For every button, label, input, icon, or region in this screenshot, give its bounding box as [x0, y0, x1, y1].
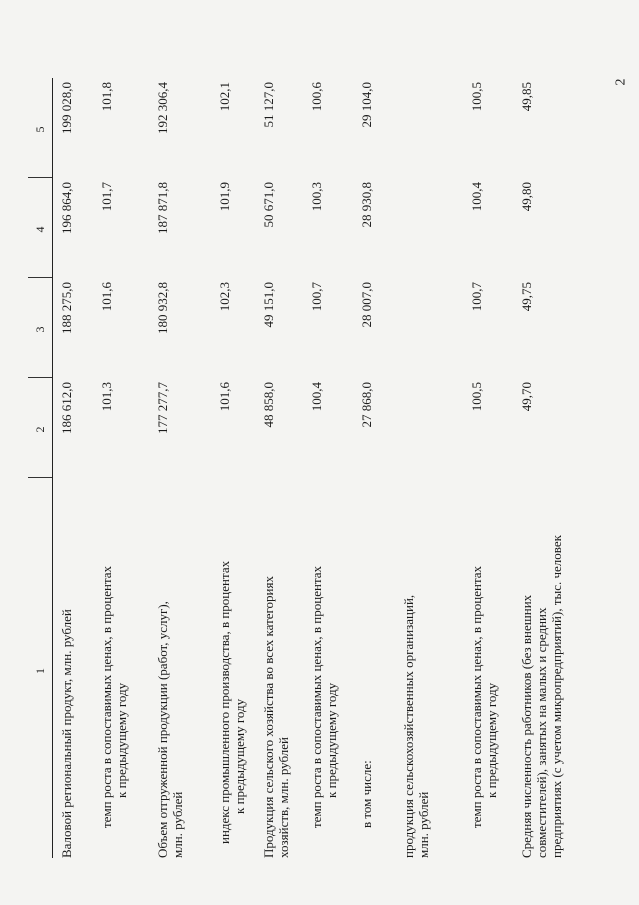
row-value: 101,6: [217, 382, 232, 412]
row-value: 102,3: [217, 282, 232, 312]
row-label: Средняя численность работников (без внешних совместителей), занятых на малых и средних предприятиях (с учетом микропредприятий), тыс. человек: [519, 535, 564, 858]
row-value: 49,70: [519, 382, 534, 412]
row-label: темп роста в сопоставимых ценах, в процентах к предыдущему году: [469, 565, 499, 828]
row-value: 100,3: [309, 182, 324, 212]
row-value: 101,7: [99, 182, 114, 212]
row-label: продукция сельскохозяйственных организаций, млн. рублей: [401, 594, 431, 858]
row-value: 186 612,0: [59, 382, 74, 434]
row-value: 101,3: [99, 382, 114, 412]
page-number: 2: [613, 78, 629, 86]
row-value: 102,1: [217, 82, 232, 112]
table-row: [59, 78, 99, 858]
row-value: 28 007,0: [359, 282, 374, 328]
row-label: темп роста в сопоставимых ценах, в процентах к предыдущему году: [99, 565, 129, 828]
table-row: [155, 78, 217, 858]
table-row: [519, 78, 567, 858]
row-value: 49,85: [519, 82, 534, 112]
table-row: [217, 78, 261, 858]
header-cell: 3: [28, 278, 52, 378]
row-label: Продукция сельского хозяйства во всех категориях хозяйств, млн. рублей: [261, 576, 291, 858]
row-value: 29 104,0: [359, 82, 374, 128]
row-value: 101,9: [217, 182, 232, 212]
row-value: 177 277,7: [155, 382, 170, 434]
row-value: 101,8: [99, 82, 114, 112]
row-value: 48 858,0: [261, 382, 276, 428]
table-row: [359, 78, 401, 858]
row-value: 188 275,0: [59, 282, 74, 334]
row-value: [401, 178, 469, 278]
row-value: 196 864,0: [59, 182, 74, 234]
row-value: 100,6: [309, 82, 324, 112]
row-value: 50 671,0: [261, 182, 276, 228]
header-cell: 2: [28, 378, 52, 478]
table-row: [469, 78, 519, 858]
header-cell: 5: [28, 78, 52, 178]
row-value: [401, 78, 469, 178]
row-value: 100,5: [469, 382, 484, 412]
indicators-table: [28, 78, 564, 858]
table-row: [309, 78, 359, 858]
row-value: 49,75: [519, 282, 534, 312]
row-value: 27 868,0: [359, 382, 374, 428]
row-value: 28 930,8: [359, 182, 374, 228]
row-value: 192 306,4: [155, 82, 170, 134]
row-value: 100,4: [469, 182, 484, 212]
table-row: [99, 78, 155, 858]
table-row: [401, 78, 469, 858]
row-value: 49,80: [519, 182, 534, 212]
row-label: темп роста в сопоставимых ценах, в процентах к предыдущему году: [309, 565, 339, 828]
row-value: 100,4: [309, 382, 324, 412]
row-label: Объем отгруженной продукции (работ, услуг), млн. рублей: [155, 601, 185, 858]
row-value: 101,6: [99, 282, 114, 312]
row-value: [401, 278, 469, 378]
header-cell: 4: [28, 178, 52, 278]
row-value: 180 932,8: [155, 282, 170, 334]
row-value: 199 028,0: [59, 82, 74, 134]
table-row: [261, 78, 309, 858]
row-value: [401, 378, 469, 478]
row-value: 100,7: [469, 282, 484, 312]
table-header: [28, 78, 53, 858]
header-cell: 1: [32, 668, 47, 674]
row-value: 187 871,8: [155, 182, 170, 234]
row-value: 51 127,0: [261, 82, 276, 128]
row-label: Валовой региональный продукт, млн. рублей: [59, 609, 74, 858]
row-value: 100,5: [469, 82, 484, 112]
row-value: 49 151,0: [261, 282, 276, 328]
row-label: в том числе:: [359, 760, 374, 828]
row-label: индекс промышленного производства, в процентах к предыдущему году: [217, 560, 247, 844]
row-value: 100,7: [309, 282, 324, 312]
